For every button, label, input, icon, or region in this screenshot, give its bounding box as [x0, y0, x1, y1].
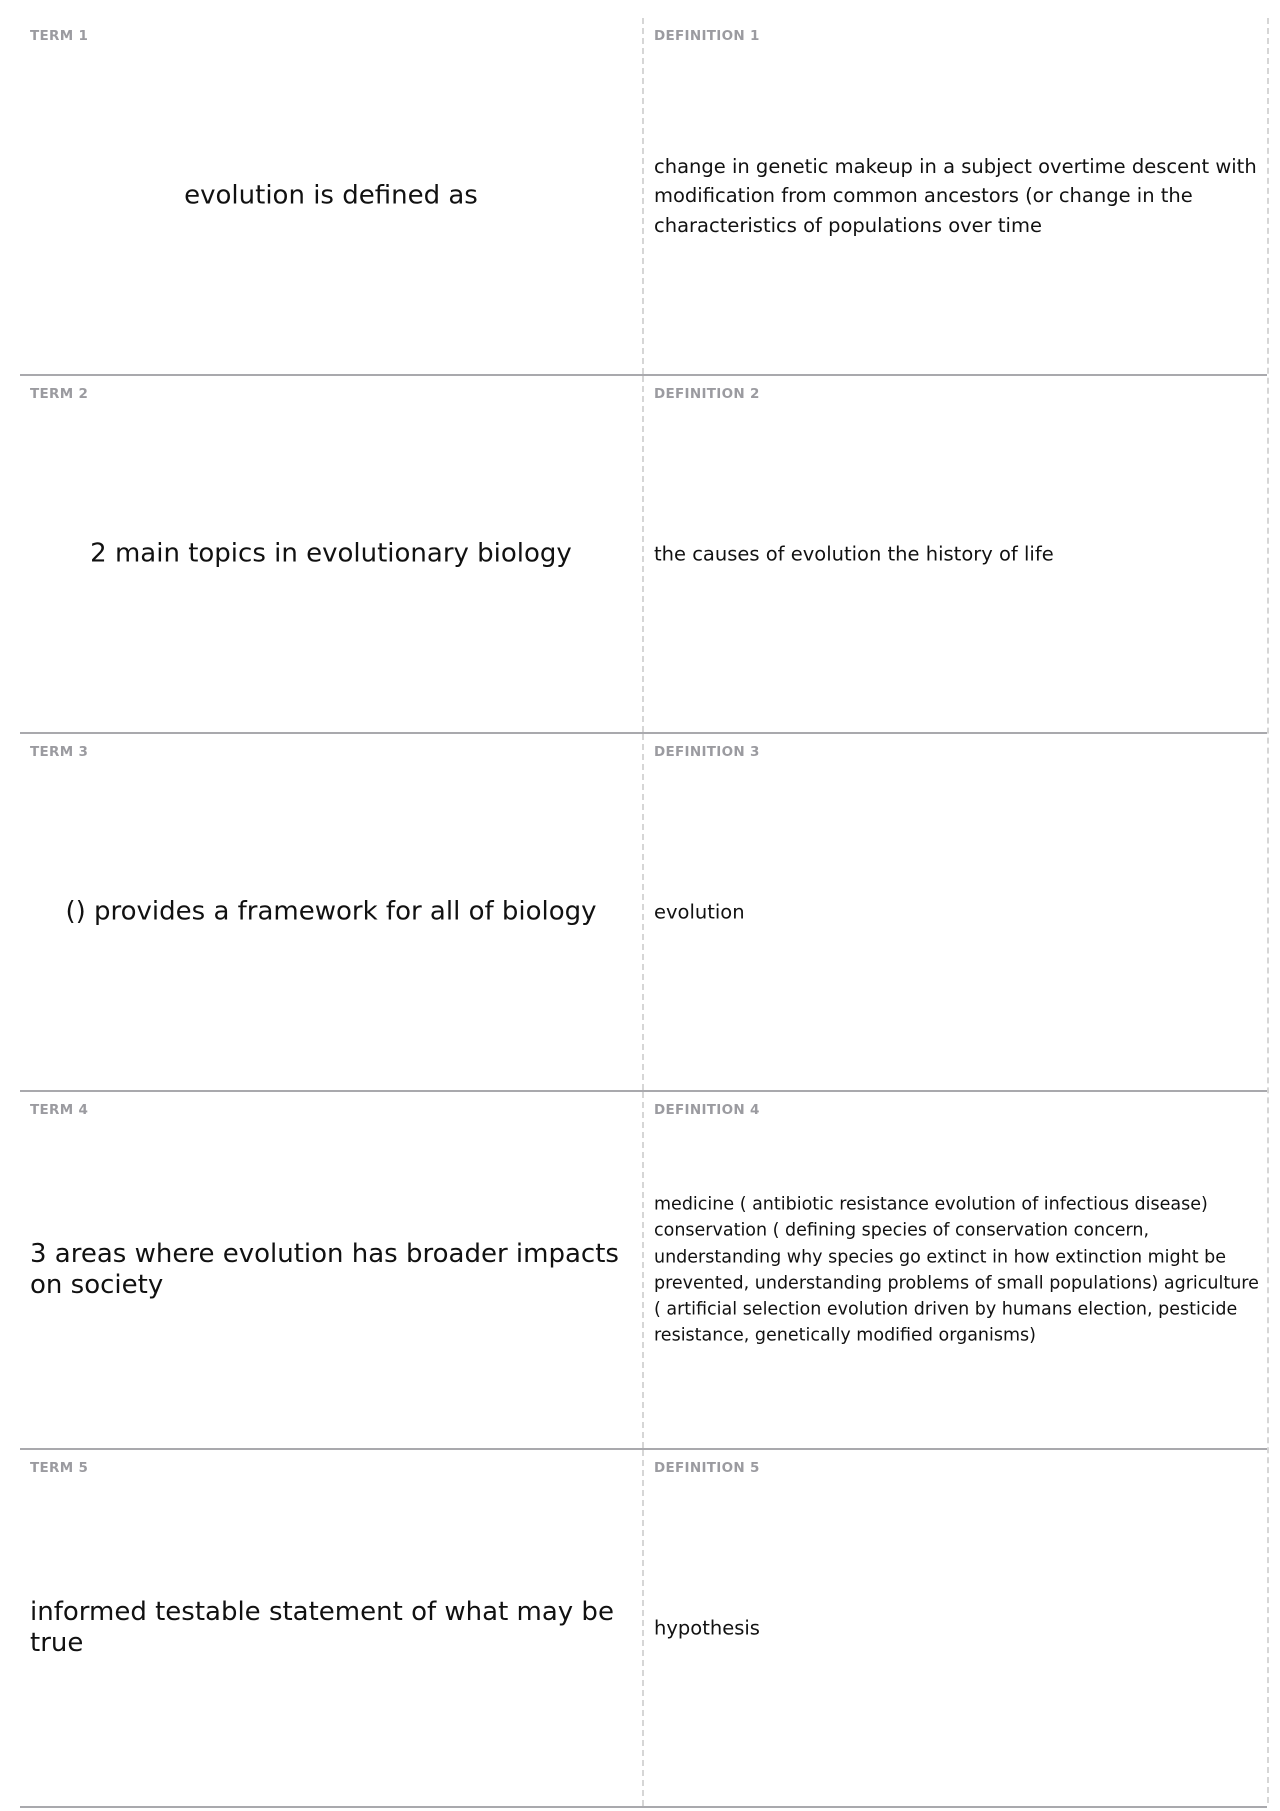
definition-label-3: DEFINITION 3 — [654, 744, 760, 760]
term-cell-4 — [20, 1092, 644, 1448]
term-label-5: TERM 5 — [30, 1460, 89, 1476]
card-row-5 — [20, 1450, 1267, 1808]
card-row-2 — [20, 376, 1267, 734]
term-cell-5 — [20, 1450, 644, 1806]
term-text-3: () provides a framework for all of biology — [65, 896, 597, 927]
term-text-2: 2 main topics in evolutionary biology — [90, 538, 572, 569]
term-label-3: TERM 3 — [30, 744, 89, 760]
term-label-4: TERM 4 — [30, 1102, 89, 1118]
term-cell-1 — [20, 18, 644, 374]
definition-label-5: DEFINITION 5 — [654, 1460, 760, 1476]
definition-cell-4 — [644, 1092, 1267, 1448]
term-label-2: TERM 2 — [30, 386, 89, 402]
definition-cell-5 — [644, 1450, 1267, 1806]
definition-text-3: evolution — [654, 900, 745, 924]
definition-cell-3 — [644, 734, 1267, 1090]
term-text-1: evolution is defined as — [184, 180, 478, 211]
definition-text-5: hypothesis — [654, 1616, 760, 1640]
definition-cell-1 — [644, 18, 1267, 374]
card-row-3 — [20, 734, 1267, 1092]
definition-label-1: DEFINITION 1 — [654, 28, 760, 44]
definition-text-2: the causes of evolution the history of life — [654, 542, 1054, 566]
definition-text-4: medicine ( antibiotic resistance evolution of infectious disease) conservation ( defining species of conservation concern, understanding why species go extinct in how extinction might be prevented, understanding problems of small populations) agriculture ( artificial selection evolution driven by humans election, pesticide resistance, genetically modified organisms) — [654, 1194, 1259, 1346]
flashcard-sheet — [20, 18, 1269, 1803]
term-label-1: TERM 1 — [30, 28, 89, 44]
term-text-4: 3 areas where evolution has broader impacts on society — [30, 1238, 619, 1300]
definition-label-4: DEFINITION 4 — [654, 1102, 760, 1118]
term-cell-3 — [20, 734, 644, 1090]
definition-text-1: change in genetic makeup in a subject overtime descent with modification from common ancestors (or change in the characteristics of populations over time — [654, 155, 1257, 237]
definition-cell-2 — [644, 376, 1267, 732]
term-cell-2 — [20, 376, 644, 732]
card-row-1 — [20, 18, 1267, 376]
term-text-5: informed testable statement of what may be true — [30, 1596, 614, 1658]
card-row-4 — [20, 1092, 1267, 1450]
definition-label-2: DEFINITION 2 — [654, 386, 760, 402]
